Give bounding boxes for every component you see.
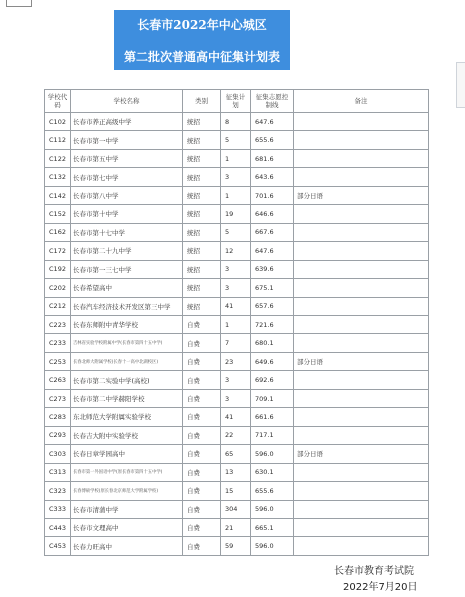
header-quota: 征集计划 xyxy=(221,90,251,113)
cell-school-name: 长春市第二十九中学 xyxy=(71,242,183,260)
header-note: 备注 xyxy=(294,90,429,113)
title-line-2: 第二批次普通高中征集计划表 xyxy=(123,50,280,64)
cell-category: 统招 xyxy=(183,279,221,297)
cell-score: 630.1 xyxy=(251,463,294,481)
cell-category: 自费 xyxy=(183,426,221,444)
cell-school-name: 长春市第七中学 xyxy=(71,168,183,186)
cell-category: 自费 xyxy=(183,482,221,500)
cell-score: 655.6 xyxy=(251,482,294,500)
cell-score: 721.6 xyxy=(251,315,294,333)
table-row xyxy=(45,371,429,389)
cell-score: 680.1 xyxy=(251,334,294,352)
cell-code: C323 xyxy=(45,482,71,500)
cell-category: 自费 xyxy=(183,518,221,536)
cell-code: C283 xyxy=(45,408,71,426)
cell-score: 655.6 xyxy=(251,131,294,149)
cell-quota: 19 xyxy=(221,205,251,223)
table-row xyxy=(45,315,429,333)
table-row xyxy=(45,445,429,463)
table-row xyxy=(45,297,429,315)
cell-score: 647.6 xyxy=(251,113,294,131)
cell-score: 675.1 xyxy=(251,279,294,297)
cell-school-name: 长春市第二实验中学(高校) xyxy=(71,371,183,389)
cell-school-name: 长春市第八中学 xyxy=(71,186,183,204)
cell-category: 统招 xyxy=(183,205,221,223)
cell-note xyxy=(294,149,429,167)
cell-category: 统招 xyxy=(183,242,221,260)
header-category: 类别 xyxy=(183,90,221,113)
cell-school-name: 长春东师附中青华学校 xyxy=(71,315,183,333)
cell-code: C443 xyxy=(45,518,71,536)
cell-quota: 15 xyxy=(221,482,251,500)
cell-score: 681.6 xyxy=(251,149,294,167)
cell-category: 自费 xyxy=(183,389,221,407)
cell-code: C112 xyxy=(45,131,71,149)
table-row xyxy=(45,500,429,518)
cell-note xyxy=(294,168,429,186)
table-row xyxy=(45,389,429,407)
cell-school-name: 长春汽车经济技术开发区第三中学 xyxy=(71,297,183,315)
cell-note xyxy=(294,223,429,241)
table-header-row xyxy=(45,90,429,113)
cell-score: 657.6 xyxy=(251,297,294,315)
table-row xyxy=(45,352,429,370)
cell-quota: 13 xyxy=(221,463,251,481)
title-banner xyxy=(114,10,290,70)
cell-note xyxy=(294,334,429,352)
cell-school-name: 长春市第一外国语中学(原长春市第四十五中学) xyxy=(71,463,183,481)
cell-code: C102 xyxy=(45,113,71,131)
corner-frame-mark xyxy=(6,0,32,7)
cell-note xyxy=(294,518,429,536)
cell-quota: 5 xyxy=(221,131,251,149)
cell-quota: 1 xyxy=(221,149,251,167)
cell-quota: 22 xyxy=(221,426,251,444)
cell-category: 自费 xyxy=(183,352,221,370)
table-row xyxy=(45,537,429,556)
cell-score: 596.0 xyxy=(251,537,294,556)
cell-quota: 1 xyxy=(221,315,251,333)
cell-quota: 1 xyxy=(221,186,251,204)
cell-school-name: 长春市清蒲中学 xyxy=(71,500,183,518)
cell-code: C223 xyxy=(45,315,71,333)
plan-table-container xyxy=(44,89,429,556)
table-row xyxy=(45,426,429,444)
table-row xyxy=(45,482,429,500)
cell-quota: 3 xyxy=(221,371,251,389)
cell-school-name: 长春市第五中学 xyxy=(71,149,183,167)
cell-note xyxy=(294,131,429,149)
cell-school-name: 长春市第一三七中学 xyxy=(71,260,183,278)
cell-note xyxy=(294,537,429,556)
cell-code: C253 xyxy=(45,352,71,370)
footer-date: 2022年7月20日 xyxy=(343,582,418,593)
cell-school-name: 长春力旺高中 xyxy=(71,537,183,556)
cell-school-name: 长春市文理高中 xyxy=(71,518,183,536)
cell-code: C192 xyxy=(45,260,71,278)
cell-code: C132 xyxy=(45,168,71,186)
cell-school-name: 长春市第十七中学 xyxy=(71,223,183,241)
cell-score: 709.1 xyxy=(251,389,294,407)
cell-code: C122 xyxy=(45,149,71,167)
table-row xyxy=(45,518,429,536)
table-row xyxy=(45,463,429,481)
cell-category: 统招 xyxy=(183,131,221,149)
cell-category: 自费 xyxy=(183,315,221,333)
cell-score: 692.6 xyxy=(251,371,294,389)
table-row xyxy=(45,242,429,260)
cell-quota: 7 xyxy=(221,334,251,352)
cell-note xyxy=(294,279,429,297)
cell-category: 自费 xyxy=(183,334,221,352)
scroll-edge-tab[interactable] xyxy=(456,62,465,108)
cell-code: C313 xyxy=(45,463,71,481)
cell-quota: 12 xyxy=(221,242,251,260)
cell-category: 统招 xyxy=(183,297,221,315)
title-line-1: 长春市2022年中心城区 xyxy=(137,18,267,32)
cell-school-name: 长春市第二中学赫阳学校 xyxy=(71,389,183,407)
cell-score: 646.6 xyxy=(251,205,294,223)
cell-score: 717.1 xyxy=(251,426,294,444)
cell-school-name: 长春市养正高级中学 xyxy=(71,113,183,131)
cell-note xyxy=(294,113,429,131)
cell-note: 部分日语 xyxy=(294,186,429,204)
cell-school-name: 长春博硕学校(原长春北京师范大学附属学校) xyxy=(71,482,183,500)
table-row xyxy=(45,408,429,426)
cell-code: C333 xyxy=(45,500,71,518)
cell-score: 665.1 xyxy=(251,518,294,536)
cell-school-name: 长春吉大附中实验学校 xyxy=(71,426,183,444)
cell-quota: 3 xyxy=(221,260,251,278)
cell-quota: 3 xyxy=(221,279,251,297)
table-row xyxy=(45,113,429,131)
cell-quota: 304 xyxy=(221,500,251,518)
cell-note xyxy=(294,408,429,426)
table-row xyxy=(45,149,429,167)
cell-school-name: 长春北师大附属学校(长春十一高中北湖校区) xyxy=(71,352,183,370)
cell-note xyxy=(294,205,429,223)
cell-code: C233 xyxy=(45,334,71,352)
cell-category: 统招 xyxy=(183,223,221,241)
cell-score: 649.6 xyxy=(251,352,294,370)
cell-note xyxy=(294,482,429,500)
cell-quota: 41 xyxy=(221,297,251,315)
table-row xyxy=(45,223,429,241)
cell-note xyxy=(294,463,429,481)
cell-category: 自费 xyxy=(183,463,221,481)
cell-code: C172 xyxy=(45,242,71,260)
cell-code: C293 xyxy=(45,426,71,444)
cell-score: 596.0 xyxy=(251,445,294,463)
cell-school-name: 长春市第十中学 xyxy=(71,205,183,223)
header-name: 学校名称 xyxy=(71,90,183,113)
cell-school-name: 长春希望高中 xyxy=(71,279,183,297)
table-row xyxy=(45,279,429,297)
cell-score: 639.6 xyxy=(251,260,294,278)
cell-quota: 59 xyxy=(221,537,251,556)
cell-code: C453 xyxy=(45,537,71,556)
cell-school-name: 东北师范大学附属实验学校 xyxy=(71,408,183,426)
cell-school-name: 长春市第一中学 xyxy=(71,131,183,149)
cell-note xyxy=(294,260,429,278)
cell-category: 自费 xyxy=(183,408,221,426)
cell-note xyxy=(294,389,429,407)
cell-category: 自费 xyxy=(183,500,221,518)
cell-code: C162 xyxy=(45,223,71,241)
cell-note xyxy=(294,315,429,333)
cell-code: C212 xyxy=(45,297,71,315)
cell-quota: 21 xyxy=(221,518,251,536)
cell-score: 701.6 xyxy=(251,186,294,204)
cell-score: 647.6 xyxy=(251,242,294,260)
header-code: 学校代码 xyxy=(45,90,71,113)
cell-note xyxy=(294,297,429,315)
cell-category: 统招 xyxy=(183,186,221,204)
table-body xyxy=(45,113,429,556)
cell-score: 643.6 xyxy=(251,168,294,186)
cell-score: 661.6 xyxy=(251,408,294,426)
cell-quota: 3 xyxy=(221,168,251,186)
cell-note xyxy=(294,500,429,518)
table-row xyxy=(45,186,429,204)
cell-category: 自费 xyxy=(183,371,221,389)
cell-note xyxy=(294,371,429,389)
cell-note xyxy=(294,242,429,260)
table-row xyxy=(45,205,429,223)
cell-category: 自费 xyxy=(183,537,221,556)
cell-score: 667.6 xyxy=(251,223,294,241)
table-row xyxy=(45,131,429,149)
cell-quota: 65 xyxy=(221,445,251,463)
cell-note: 部分日语 xyxy=(294,352,429,370)
cell-score: 596.0 xyxy=(251,500,294,518)
cell-note xyxy=(294,426,429,444)
cell-code: C263 xyxy=(45,371,71,389)
cell-category: 统招 xyxy=(183,260,221,278)
table-row xyxy=(45,260,429,278)
footer-organization: 长春市教育考试院 xyxy=(334,566,414,577)
cell-code: C303 xyxy=(45,445,71,463)
cell-quota: 41 xyxy=(221,408,251,426)
cell-quota: 5 xyxy=(221,223,251,241)
cell-quota: 23 xyxy=(221,352,251,370)
cell-quota: 3 xyxy=(221,389,251,407)
cell-category: 统招 xyxy=(183,149,221,167)
cell-school-name: 长春日章学园高中 xyxy=(71,445,183,463)
header-score: 征集志愿控制线 xyxy=(251,90,294,113)
cell-code: C152 xyxy=(45,205,71,223)
cell-code: C202 xyxy=(45,279,71,297)
cell-category: 统招 xyxy=(183,168,221,186)
cell-school-name: 吉林省实验学校附属中学(长春市第四十五中学) xyxy=(71,334,183,352)
plan-table xyxy=(44,89,429,556)
table-row xyxy=(45,168,429,186)
cell-quota: 8 xyxy=(221,113,251,131)
cell-category: 自费 xyxy=(183,445,221,463)
cell-category: 统招 xyxy=(183,113,221,131)
table-row xyxy=(45,334,429,352)
cell-note: 部分日语 xyxy=(294,445,429,463)
cell-code: C273 xyxy=(45,389,71,407)
cell-code: C142 xyxy=(45,186,71,204)
